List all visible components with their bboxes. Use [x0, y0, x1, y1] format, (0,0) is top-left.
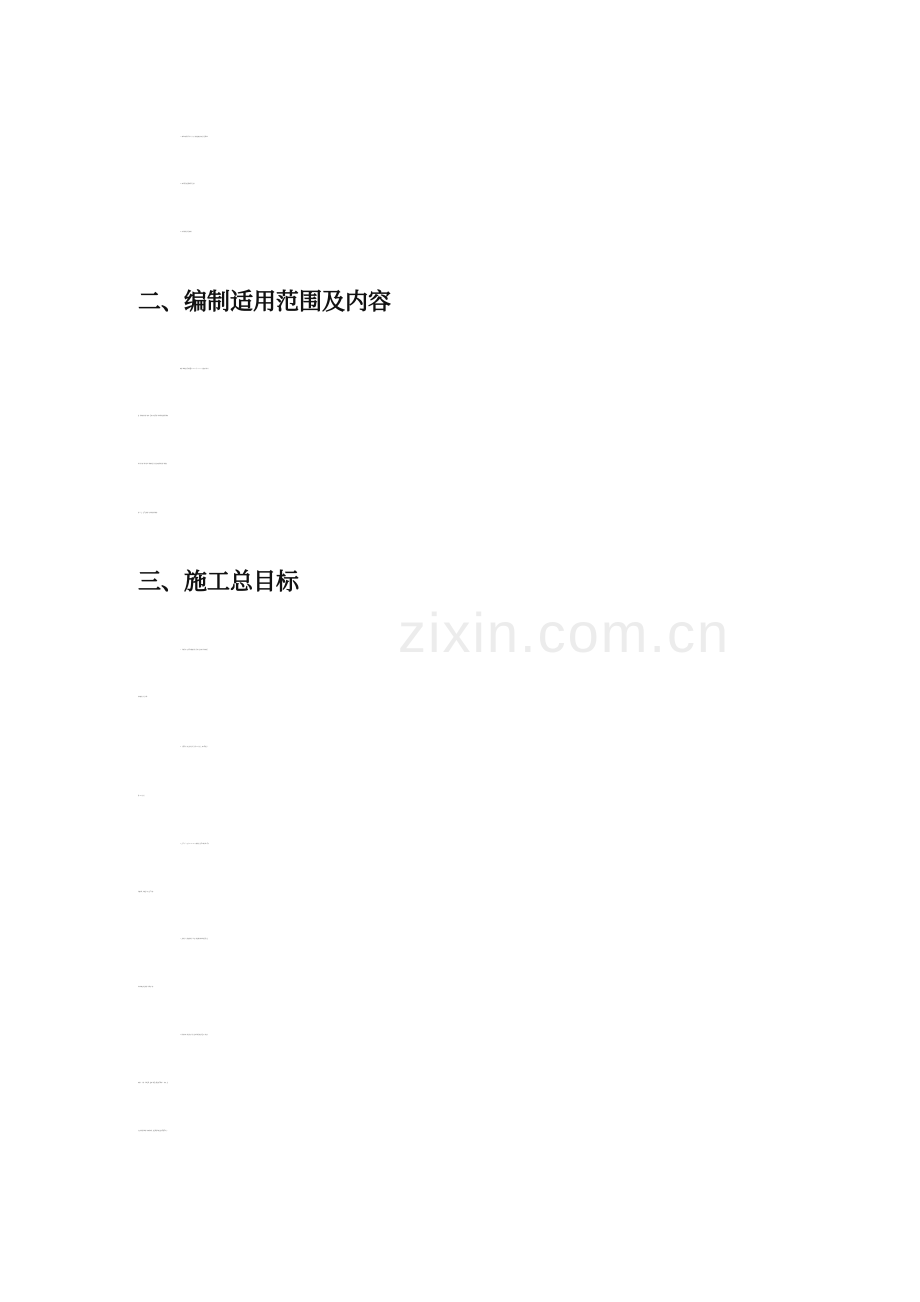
paragraph-line: 本施工组织设计适用范围为《2013 年 XXXXXX 小流域工程》标 [180, 369, 209, 370]
paragraph-line: 5、降低成本：通过优化方案，使本工程总体投入最少，通过成 [180, 1035, 208, 1036]
paragraph-line: 2、工期要求：招标文件施工总工期 180 日历天，本公司拟定工 [180, 747, 209, 748]
paragraph-line: 而达到有效控制施工成本的目的，把管理效益通过投标回报给社会。 [138, 1131, 168, 1132]
paragraph-line: 施工工艺、安全文明施工及环境保护等措施。 [138, 513, 158, 514]
section-heading: 二、编制适用范围及内容 [138, 289, 391, 315]
paragraph-line: 量检测部门评定为准。 [138, 697, 148, 698]
section-heading: 三、施工总目标 [138, 569, 299, 595]
paragraph-line: 1、工程质量：达到合格等级标准，质量评定以水利工程水利质 [180, 650, 208, 651]
paragraph-line: 场容场貌达到文明施工标准化工地。 [138, 987, 154, 988]
paragraph-line: 3、安全生产：达到《JGJ59-2011 建筑施工安全检查标准》合格 [180, 844, 209, 845]
paragraph-line: 4、文明施工：创建文明施工工地，通过做好现场规划管理，使 [180, 939, 208, 940]
paragraph-line: 本划分、分析、控制管理，使本工程最大限度地合理用工、用料，进 [138, 1083, 168, 1084]
list-item: 4、本企业现有的劳动力、技术、机械设备能力和施工管理经验。 [180, 137, 209, 138]
paragraph-line: 期 180 日历天。 [138, 796, 146, 797]
paragraph-line: 各分部分项工程为保证工程顺利进行而必须采取的各类施工措施及 [138, 464, 167, 465]
paragraph-line: 段一的各项招标施工项目。具体内容包括施工现场临时设施的布置和 [138, 416, 168, 417]
list-item: 6、本工程的施工总体目标。 [180, 232, 193, 233]
list-item: 5、本公司质量管理体系有关文件。 [180, 184, 196, 185]
watermark: zixin.com.cn [398, 601, 731, 664]
paragraph-line: 等级标准，杜绝发生重大安全事故。 [138, 892, 154, 893]
